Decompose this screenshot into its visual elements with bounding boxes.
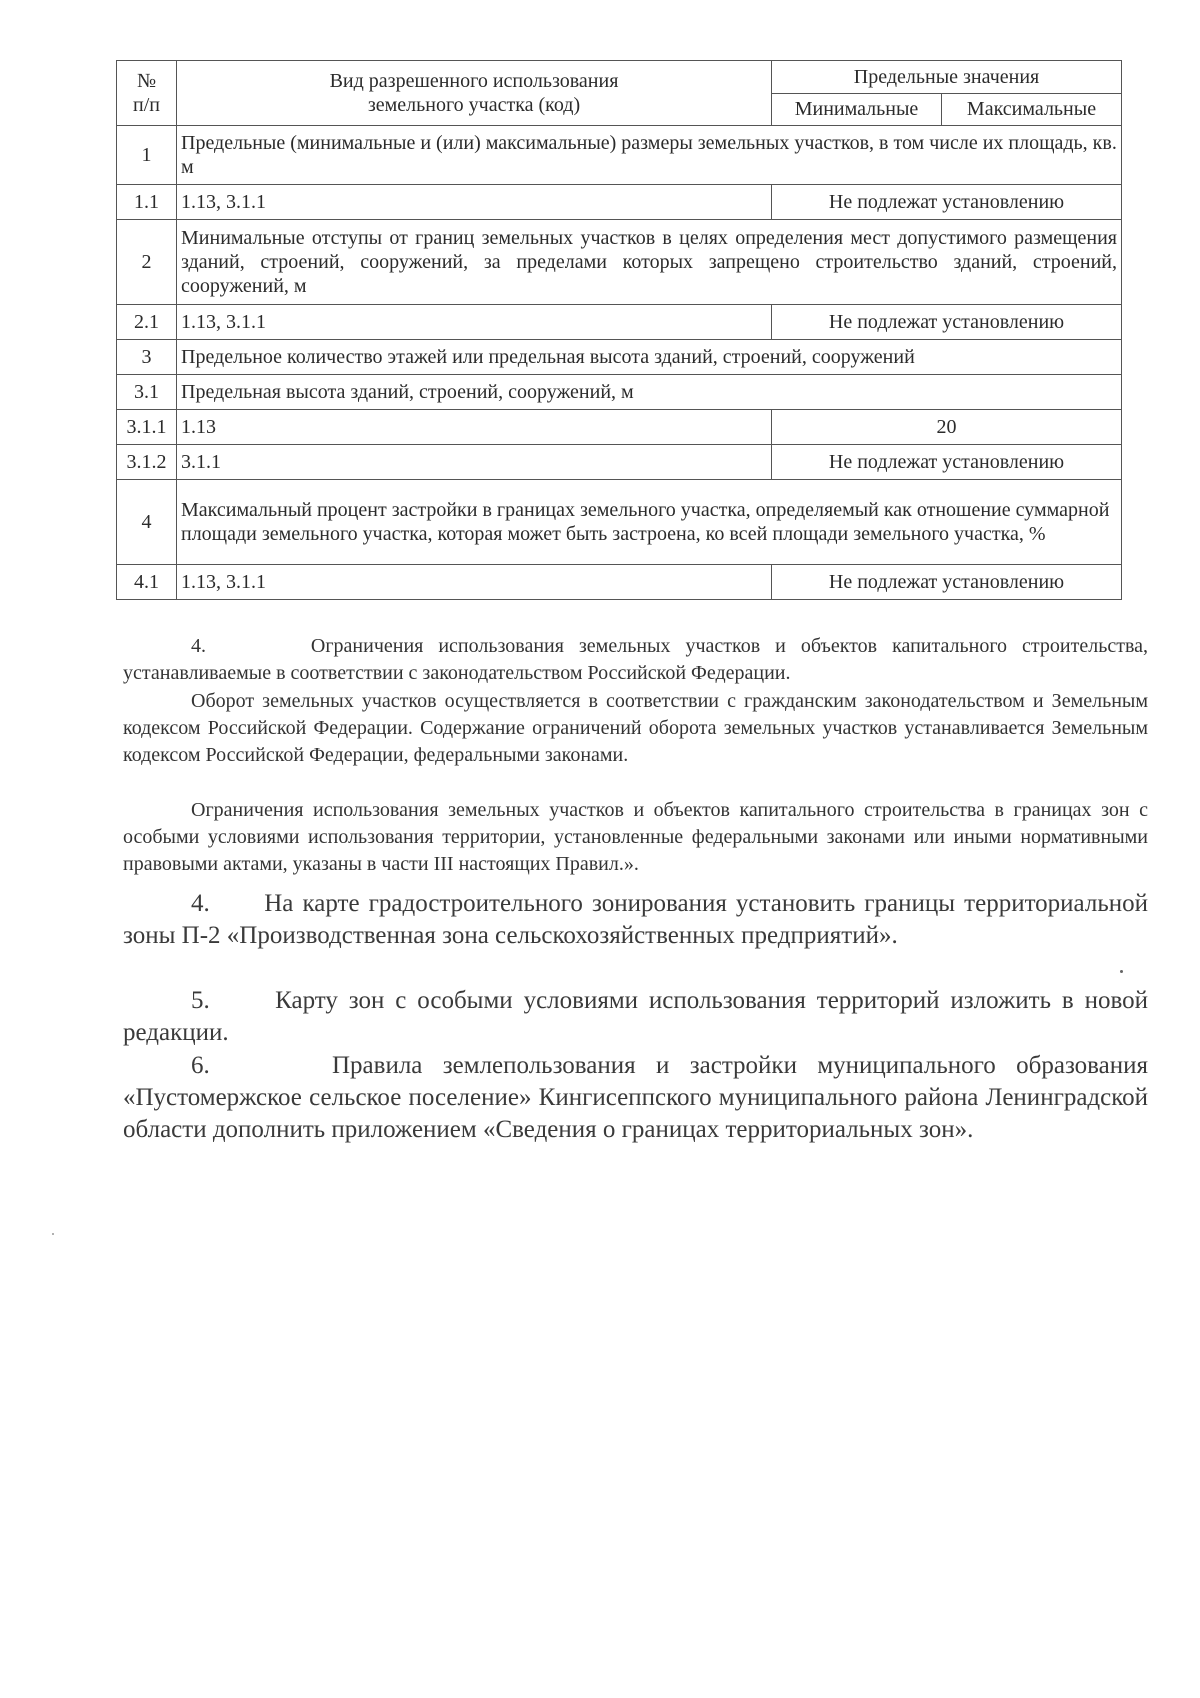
header-type: Вид разрешенного использования земельного участка (код) <box>177 61 772 126</box>
row-num: 4.1 <box>117 565 177 600</box>
row-num: 3.1.2 <box>117 445 177 480</box>
row-value: Не подлежат установлению <box>772 185 1122 220</box>
paragraph-item-4: 4. На карте градостроительного зонирования установить границы территориальной зоны П-2 «Производственная зона сельскохозяйственных предприятий». <box>123 890 1148 949</box>
row-value: Не подлежат установлению <box>772 305 1122 340</box>
scan-speck <box>1120 970 1123 973</box>
row-text: Предельные (минимальные и (или) максимальные) размеры земельных участков, в том числе их площадь, кв. м <box>177 126 1122 185</box>
row-code: 1.13 <box>177 410 772 445</box>
row-num: 2.1 <box>117 305 177 340</box>
row-num: 3 <box>117 340 177 375</box>
paragraph-land-turnover: Оборот земельных участков осуществляется в соответствии с гражданским законодательством и Земельным кодексом Российской Федерации. Содержание ограничений оборота земельных участков устанавливается Земельным кодексом Российской Федерации, федеральными законами. <box>123 690 1148 766</box>
limits-table <box>116 60 1122 600</box>
row-value: 20 <box>772 410 1122 445</box>
row-text: Максимальный процент застройки в границах земельного участка, определяемый как отношение суммарной площади земельного участка, которая может быть застроена, ко всей площади земельного участка, % <box>177 480 1122 565</box>
row-code: 1.13, 3.1.1 <box>177 565 772 600</box>
row-code: 3.1.1 <box>177 445 772 480</box>
table-row <box>117 445 1122 480</box>
table-row <box>117 220 1122 305</box>
header-num: № п/п <box>117 61 177 126</box>
table-row <box>117 126 1122 185</box>
table-row <box>117 305 1122 340</box>
row-text: Предельное количество этажей или предельная высота зданий, строений, сооружений <box>177 340 1122 375</box>
header-max: Максимальные <box>942 93 1122 126</box>
table-header-row <box>117 61 1122 94</box>
row-text: Предельная высота зданий, строений, сооружений, м <box>177 375 1122 410</box>
scan-speck <box>52 1233 54 1235</box>
row-num: 2 <box>117 220 177 305</box>
paragraph-zone-restrictions: Ограничения использования земельных участков и объектов капитального строительства в границах зон с особыми условиями использования территории, установленные федеральными законами или иными нормативными правовыми актами, указаны в части III настоящих Правил.». <box>123 799 1148 875</box>
paragraph-item-6: 6. Правила землепользования и застройки муниципального образования «Пустомержское сельское поселение» Кингисеппского муниципального района Ленинградской области дополнить приложением «Сведения о границах территориальных зон». <box>123 1052 1148 1143</box>
row-text: Минимальные отступы от границ земельных участков в целях определения мест допустимого размещения зданий, строений, сооружений, за пределами которых запрещено строительство зданий, строений, сооружений, м <box>177 220 1122 305</box>
row-value: Не подлежат установлению <box>772 565 1122 600</box>
table-row <box>117 565 1122 600</box>
table-row <box>117 375 1122 410</box>
header-min: Минимальные <box>772 93 942 126</box>
row-num: 1.1 <box>117 185 177 220</box>
row-value: Не подлежат установлению <box>772 445 1122 480</box>
row-num: 3.1.1 <box>117 410 177 445</box>
row-code: 1.13, 3.1.1 <box>177 185 772 220</box>
table-row <box>117 340 1122 375</box>
table-row <box>117 185 1122 220</box>
row-num: 1 <box>117 126 177 185</box>
row-num: 3.1 <box>117 375 177 410</box>
paragraph-item-5: 5. Карту зон с особыми условиями использования территорий изложить в новой редакции. <box>123 987 1148 1046</box>
row-num: 4 <box>117 480 177 565</box>
row-code: 1.13, 3.1.1 <box>177 305 772 340</box>
paragraph-restrictions-heading: 4. Ограничения использования земельных участков и объектов капитального строительства, устанавливаемые в соответствии с законодательством Российской Федерации. <box>123 635 1148 684</box>
header-limits: Предельные значения <box>772 61 1122 94</box>
table-row <box>117 410 1122 445</box>
table-row <box>117 480 1122 565</box>
